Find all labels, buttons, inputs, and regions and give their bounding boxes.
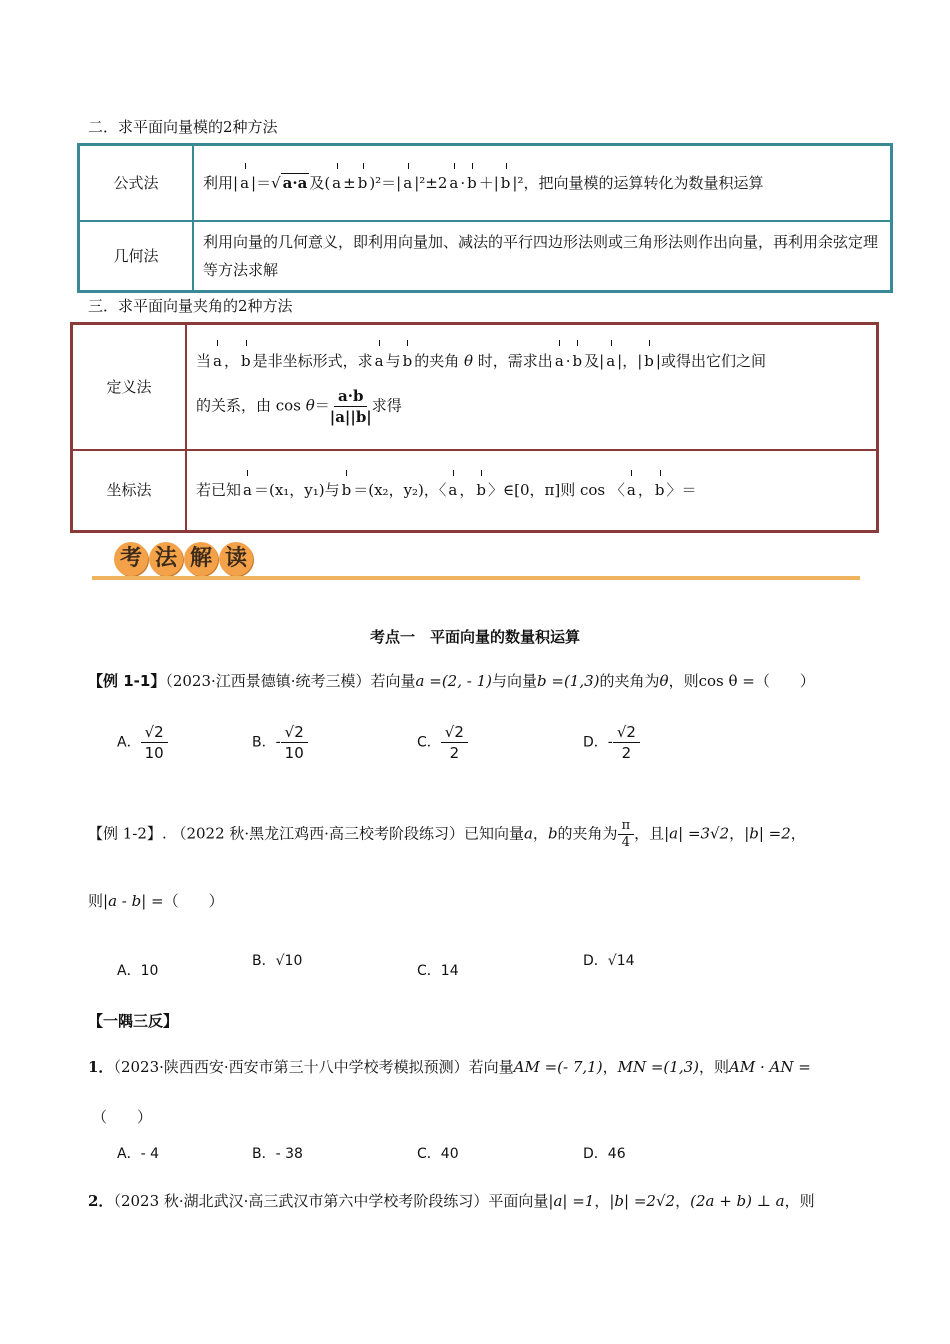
ex1-choice-b[interactable]: B．- $\frac{√2}{10}$ xyxy=(252,722,308,763)
practice-q1-paren: （ ） xyxy=(92,1108,153,1126)
section3-title: 三．求平面向量夹角的2种方法 xyxy=(88,297,293,315)
section2-title: 二．求平面向量模的2种方法 xyxy=(88,118,278,136)
kaodian-title: 考点一 平面向量的数量积运算 xyxy=(369,628,580,646)
banner-char-1: 考 xyxy=(114,542,148,576)
method-geometry-label: 几何法 xyxy=(79,221,194,292)
method-geometry-content: 利用向量的几何意义，即利用向量加、减法的平行四边形法则或三角形法则作出向量，再利用余弦定理等方法求解 xyxy=(193,221,892,292)
ex1-choice-d[interactable]: D．- $\frac{√2}{2}$ xyxy=(583,722,640,763)
modulus-methods-table xyxy=(77,143,893,293)
q1-choice-c[interactable]: C．40 xyxy=(417,1146,459,1162)
practice-q2: 2．（2023 秋·湖北武汉·高三武汉市第六中学校考阶段练习）平面向量|a| =1，|b| =2√2，(2a + b) ⊥ a，则 xyxy=(88,1192,815,1210)
method-definition-content: 当 a ， b 是非坐标形式，求 a 与 b 的夹角 θ 时，需求出 a · b 及| a |，| b |或得出它们之间 的关系，由 cos θ＝ $\frac{a\cdot b}{|a||b|}$ 求得 xyxy=(186,324,878,450)
method-coordinate-content: 若已知 a ＝(x₁，y₁)与 b ＝(x₂，y₂)，〈 a ， b 〉∈[0，π]则 cos 〈 a ， b 〉＝ xyxy=(186,450,878,532)
method-definition-label: 定义法 xyxy=(72,324,187,450)
ex2-choice-d[interactable]: D．√14 xyxy=(583,953,635,969)
example-1-1: 【例 1-1】（2023·江西景德镇·统考三模）若向量a =(2, - 1)与向量b =(1,3)的夹角为θ，则cos θ =（ ） xyxy=(88,672,815,690)
banner-char-4: 读 xyxy=(219,542,253,576)
ex2-choice-a[interactable]: A．10 xyxy=(117,963,159,979)
q1-choice-b[interactable]: B．- 38 xyxy=(252,1146,303,1162)
practice-q1: 1．（2023·陕西西安·西安市第三十八中学校考模拟预测）若向量AM =(- 7,1)，MN =(1,3)，则AM · AN = xyxy=(88,1058,811,1076)
practice-title: 【一隅三反】 xyxy=(88,1012,179,1030)
section-banner xyxy=(92,540,860,582)
example-1-2-line2: 则|a - b| =（ ） xyxy=(88,892,224,910)
banner-underline xyxy=(92,576,860,580)
q1-choice-a[interactable]: A．- 4 xyxy=(117,1146,159,1162)
method-coordinate-label: 坐标法 xyxy=(72,450,187,532)
angle-methods-table xyxy=(70,322,879,533)
ex2-choice-c[interactable]: C．14 xyxy=(417,963,459,979)
ex1-choice-c[interactable]: C． $\frac{√2}{2}$ xyxy=(417,722,468,763)
ex2-choice-b[interactable]: B．√10 xyxy=(252,953,303,969)
example-1-2: 【例 1-2】. （2022 秋·黑龙江鸡西·高三校考阶段练习）已知向量a，b的夹角为 $\frac{\pi}{4}$ ，且|a| =3√2，|b| =2， xyxy=(88,818,806,850)
q1-choice-d[interactable]: D．46 xyxy=(583,1146,626,1162)
banner-char-2: 法 xyxy=(149,542,183,576)
method-formula-content: 利用| a |＝√ a·a 及( a ± b )²＝| a |²±2 a · b ＋| b |²，把向量模的运算转化为数量积运算 xyxy=(193,145,892,221)
banner-char-3: 解 xyxy=(184,542,218,576)
ex1-choice-a[interactable]: A． $\frac{√2}{10}$ xyxy=(117,722,168,763)
method-formula-label: 公式法 xyxy=(79,145,194,221)
